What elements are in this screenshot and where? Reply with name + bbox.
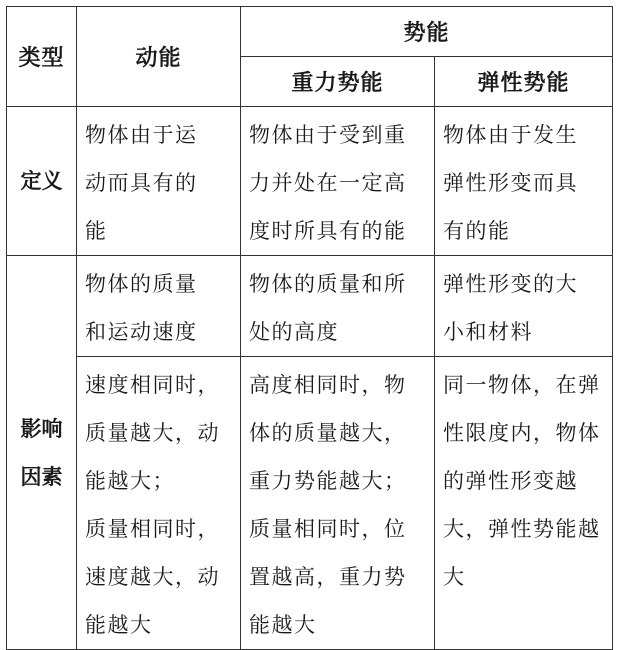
factors-row-detail (7, 357, 613, 650)
text-line: 物体由于发生 (443, 123, 578, 147)
text-line: 动而具有的 (85, 171, 198, 195)
text-line: 大 (443, 565, 466, 589)
text-line: 处的高度 (249, 320, 339, 344)
header-elastic: 弹性势能 (435, 57, 613, 107)
energy-comparison-table (6, 6, 613, 650)
factors-row-basic (7, 256, 613, 357)
text-line: 物体的质量和所 (249, 272, 407, 296)
text-line: 体的质量越大， (249, 421, 407, 445)
header-type: 类型 (7, 7, 77, 107)
definition-kinetic (77, 107, 241, 256)
text-line: 能越大； (85, 469, 175, 493)
text-line: 能 (85, 219, 108, 243)
factors-gravitational-detail (241, 357, 435, 650)
header-kinetic: 动能 (77, 7, 241, 107)
text-line: 质量相同时， (85, 517, 220, 541)
factors-label-line: 影响 (20, 416, 63, 441)
factors-elastic-detail (435, 357, 613, 650)
text-line: 物体由于运 (85, 123, 198, 147)
text-line: 和运动速度 (85, 320, 198, 344)
text-line: 的弹性形变越 (443, 469, 578, 493)
text-line: 有的能 (443, 219, 511, 243)
text-line: 大，弹性势能越 (443, 517, 601, 541)
text-line: 置越高，重力势 (249, 565, 407, 589)
text-line: 弹性形变的大 (443, 272, 578, 296)
text-line: 质量越大，动 (85, 421, 220, 445)
text-line: 能越大 (249, 613, 317, 637)
text-line: 度时所具有的能 (249, 219, 407, 243)
text-line: 重力势能越大； (249, 469, 407, 493)
factors-kinetic-detail (77, 357, 241, 650)
factors-label-line: 因素 (20, 464, 63, 489)
text-line: 同一物体，在弹 (443, 373, 601, 397)
energy-comparison-table-wrapper (6, 6, 612, 638)
factors-label (7, 256, 77, 650)
definition-row (7, 107, 613, 256)
factors-elastic-basic (435, 256, 613, 357)
text-line: 物体由于受到重 (249, 123, 407, 147)
text-line: 能越大 (85, 613, 153, 637)
text-line: 速度越大，动 (85, 565, 220, 589)
header-potential: 势能 (241, 7, 613, 57)
text-line: 力并处在一定高 (249, 171, 407, 195)
factors-gravitational-basic (241, 256, 435, 357)
factors-kinetic-basic (77, 256, 241, 357)
text-line: 性限度内，物体 (443, 421, 601, 445)
definition-gravitational (241, 107, 435, 256)
text-line: 小和材料 (443, 320, 533, 344)
text-line: 弹性形变而具 (443, 171, 578, 195)
text-line: 物体的质量 (85, 272, 198, 296)
definition-label: 定义 (7, 107, 77, 256)
header-row-1 (7, 7, 613, 57)
definition-elastic (435, 107, 613, 256)
text-line: 高度相同时，物 (249, 373, 407, 397)
text-line: 质量相同时，位 (249, 517, 407, 541)
header-gravitational: 重力势能 (241, 57, 435, 107)
text-line: 速度相同时， (85, 373, 220, 397)
